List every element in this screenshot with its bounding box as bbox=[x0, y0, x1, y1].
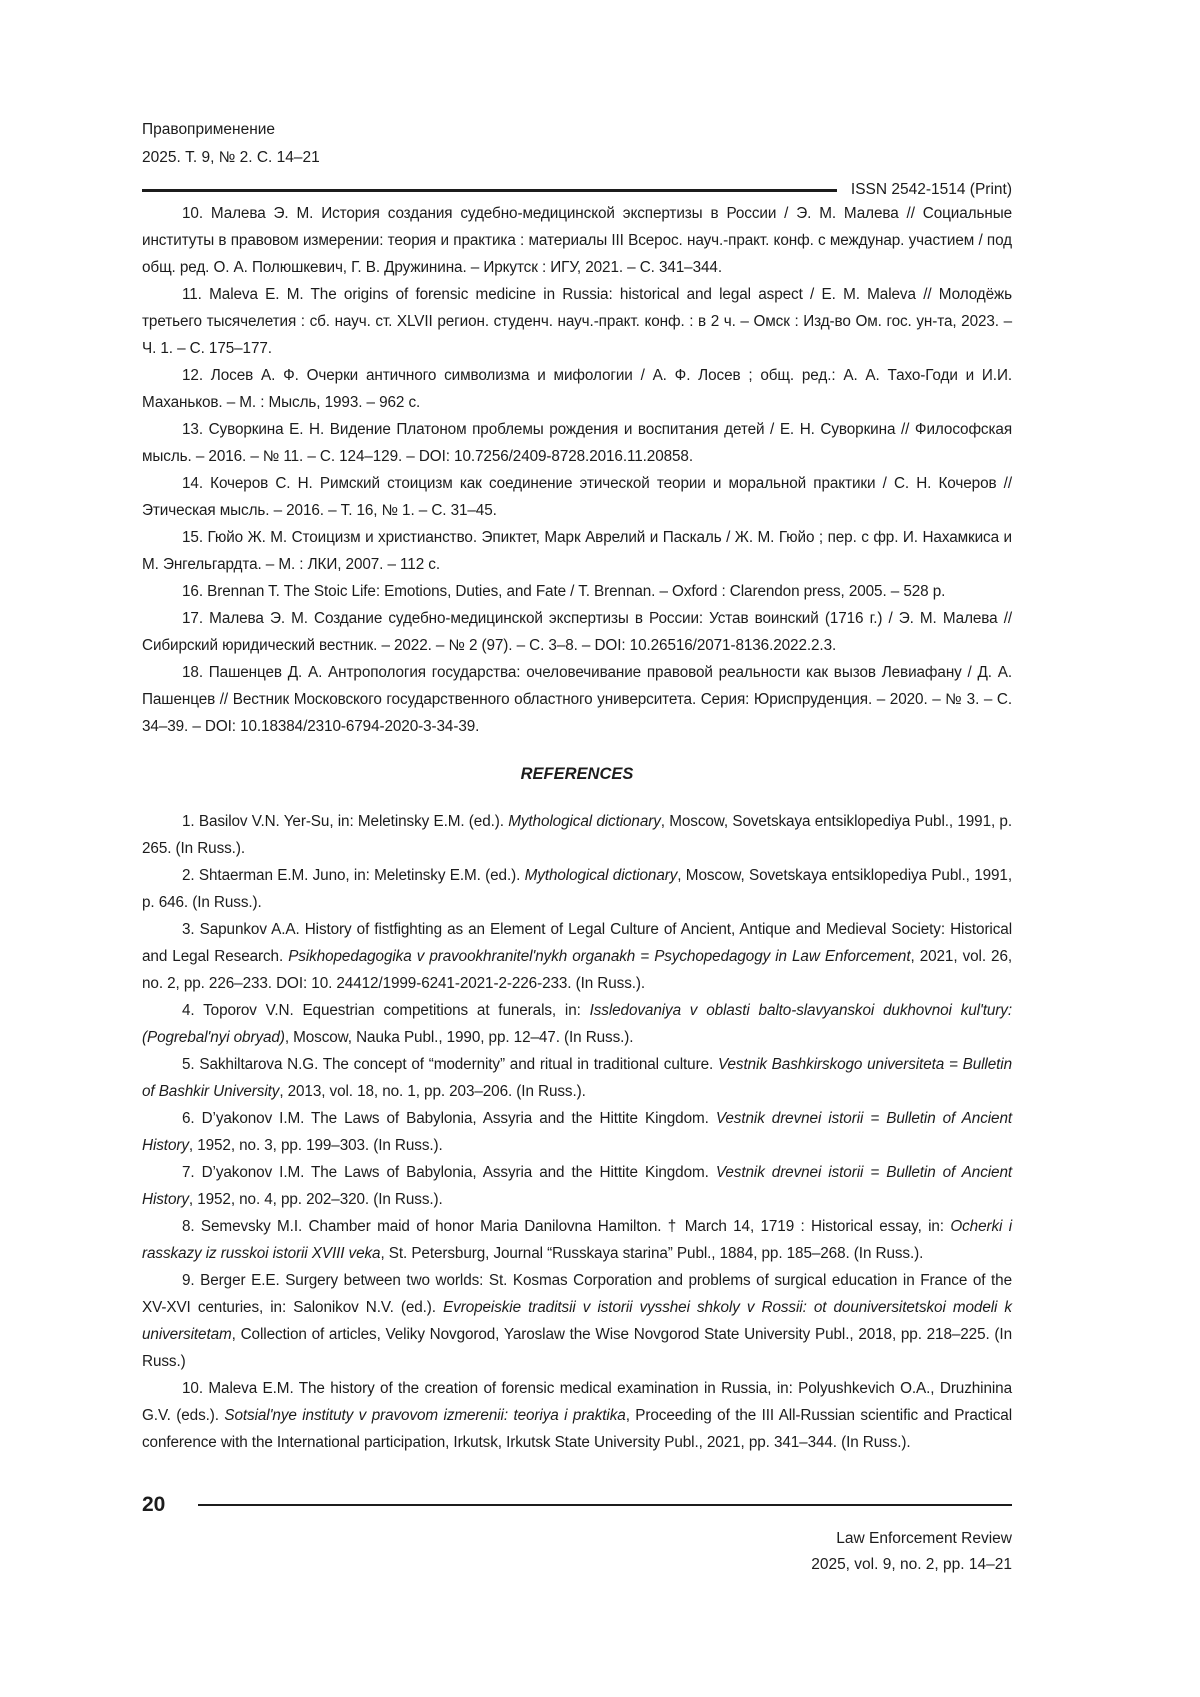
reference-text: , 2013, vol. 18, no. 1, pp. 203–206. (In Russ.). bbox=[279, 1083, 586, 1100]
reference-text: , 1952, no. 4, pp. 202–320. (In Russ.). bbox=[188, 1191, 443, 1208]
reference-text: 3. Sapunkov A.A. History of fistfighting as an Element of Legal Culture of Ancient, Antique and Medieval Society: Historical and Legal Research. bbox=[142, 921, 1012, 965]
reference-text: , Moscow, Nauka Publ., 1990, pp. 12–47. (In Russ.). bbox=[284, 1029, 634, 1046]
references-body bbox=[142, 200, 1012, 1456]
footer-issue-info: 2025, vol. 9, no. 2, pp. 14–21 bbox=[811, 1556, 1012, 1573]
russian-references-list bbox=[142, 200, 1012, 740]
reference-text: 4. Toporov V.N. Equestrian competitions at funerals, in: bbox=[182, 1002, 590, 1019]
reference-item bbox=[142, 1159, 1012, 1213]
reference-item bbox=[142, 524, 1012, 578]
reference-item bbox=[142, 416, 1012, 470]
reference-title-italic: Mythological dictionary bbox=[508, 813, 661, 830]
reference-item bbox=[142, 1375, 1012, 1456]
english-references-list bbox=[142, 808, 1012, 1456]
reference-text: 5. Sakhiltarova N.G. The concept of “modernity” and ritual in traditional culture. bbox=[182, 1056, 718, 1073]
reference-item bbox=[142, 281, 1012, 362]
reference-item bbox=[142, 1213, 1012, 1267]
reference-item bbox=[142, 1105, 1012, 1159]
reference-text: 1. Basilov V.N. Yer-Su, in: Meletinsky E.M. (ed.). bbox=[182, 813, 509, 830]
header-issue-info: 2025. Т. 9, № 2. С. 14–21 bbox=[142, 149, 320, 166]
reference-title-italic: Evropeiskie traditsii v istorii vysshei shkoly v Rossii: ot douniversitetskoi modeli k universitetam bbox=[142, 1299, 1012, 1343]
reference-text: 10. Малева Э. М. История создания судебно-медицинской экспертизы в России / Э. М. Малева // Социальные институты в правовом измерении: теория и практика : материалы III Всерос. науч.-практ. конф. с междунар. участием / под общ. ред. О. А. Полюшкевич, Г. В. Дружинина. – Иркутск : ИГУ, 2021. – С. 341–344. bbox=[142, 205, 1012, 276]
reference-item bbox=[142, 659, 1012, 740]
reference-item bbox=[142, 362, 1012, 416]
reference-item bbox=[142, 808, 1012, 862]
reference-text: , 1952, no. 3, pp. 199–303. (In Russ.). bbox=[188, 1137, 443, 1154]
reference-text: , St. Petersburg, Journal “Russkaya starina” Publ., 1884, pp. 185–268. (In Russ.). bbox=[380, 1245, 924, 1262]
reference-text: 18. Пашенцев Д. А. Антропология государства: очеловечивание правовой реальности как вызов Левиафану / Д. А. Пашенцев // Вестник Московского государственного областного университета. Серия: Юриспруденция. – 2020. – № 3. – С. 34–39. – DOI: 10.18384/2310-6794-2020-3-34-39. bbox=[142, 664, 1012, 735]
reference-text: , Moscow, Sovetskaya entsiklopediya Publ., 1991, p. 265. (In Russ.). bbox=[142, 813, 1012, 857]
reference-item bbox=[142, 605, 1012, 659]
reference-title-italic: Sotsial'nye instituty v pravovom izmerenii: teoriya i praktika bbox=[224, 1407, 626, 1424]
reference-title-italic: Mythological dictionary bbox=[524, 867, 678, 884]
reference-item bbox=[142, 862, 1012, 916]
page-header bbox=[142, 116, 1012, 172]
header-rule bbox=[142, 189, 837, 192]
reference-title-italic: Issledovaniya v oblasti balto-slavyanskoi dukhovnoi kul'tury: (Pogrebal'nyi obryad) bbox=[142, 1002, 1013, 1046]
reference-title-italic: Vestnik drevnei istorii = Bulletin of Ancient History bbox=[142, 1164, 1013, 1208]
reference-item bbox=[142, 470, 1012, 524]
reference-title-italic: Vestnik Bashkirskogo universiteta = Bulletin of Bashkir University bbox=[142, 1056, 1012, 1100]
reference-item bbox=[142, 1267, 1012, 1375]
reference-text: 17. Малева Э. М. Создание судебно-медицинской экспертизы в России: Устав воинский (1716 г.) / Э. М. Малева // Сибирский юридический вестник. – 2022. – № 2 (97). – С. 3–8. – DOI: 10.26516/2071-8136.2022.2.3. bbox=[142, 610, 1012, 654]
reference-text: , Moscow, Sovetskaya entsiklopediya Publ., 1991, p. 646. (In Russ.). bbox=[142, 867, 1012, 911]
issn-label: ISSN 2542-1514 (Print) bbox=[850, 181, 1012, 198]
reference-text: 6. D’yakonov I.M. The Laws of Babylonia, Assyria and the Hittite Kingdom. bbox=[182, 1110, 716, 1127]
header-rule-row bbox=[142, 178, 1012, 202]
reference-text: 9. Berger E.E. Surgery between two worlds: St. Kosmas Corporation and problems of surgical education in France of the XV-XVI centuries, in: Salonikov N.V. (ed.). bbox=[142, 1272, 1012, 1316]
reference-item bbox=[142, 916, 1012, 997]
reference-text: 8. Semevsky M.I. Chamber maid of honor Maria Danilovna Hamilton. † March 14, 1719 : Historical essay, in: bbox=[182, 1218, 951, 1235]
reference-title-italic: Vestnik drevnei istorii = Bulletin of Ancient History bbox=[142, 1110, 1013, 1154]
reference-text: 15. Гюйо Ж. М. Стоицизм и христианство. Эпиктет, Марк Аврелий и Паскаль / Ж. М. Гюйо ; пер. с фр. И. Нахамкиса и М. Энгельгардта. – М. : ЛКИ, 2007. – 112 с. bbox=[142, 529, 1012, 573]
reference-text: 12. Лосев А. Ф. Очерки античного символизма и мифологии / А. Ф. Лосев ; общ. ред.: А. А. Тахо-Годи и И.И. Маханьков. – М. : Мысль, 1993. – 962 с. bbox=[142, 367, 1012, 411]
footer-journal-name: Law Enforcement Review bbox=[836, 1530, 1012, 1547]
reference-item bbox=[142, 997, 1012, 1051]
header-journal-title: Правоприменение bbox=[142, 121, 276, 138]
reference-text: 11. Maleva E. M. The origins of forensic medicine in Russia: historical and legal aspect / E. M. Maleva // Молодёжь третьего тысячелетия : сб. науч. ст. XLVII регион. студенч. науч.-практ. конф. : в 2 ч. – Омск : Изд-во Ом. гос. ун-та, 2023. – Ч. 1. – С. 175–177. bbox=[142, 286, 1012, 357]
reference-text: 14. Кочеров С. Н. Римский стоицизм как соединение этической теории и моральной практики / С. Н. Кочеров // Этическая мысль. – 2016. – Т. 16, № 1. – С. 31–45. bbox=[142, 475, 1012, 519]
reference-title-italic: Psikhopedagogika v pravookhranitel'nykh organakh = Psychopedagogy in Law Enforcement bbox=[288, 948, 911, 965]
footer-rule bbox=[198, 1504, 1012, 1507]
reference-title-italic: Ocherki i rasskazy iz russkoi istorii XVIII veka bbox=[142, 1218, 1012, 1262]
reference-item bbox=[142, 578, 1012, 605]
reference-text: 13. Суворкина Е. Н. Видение Платоном проблемы рождения и воспитания детей / Е. Н. Суворкина // Философская мысль. – 2016. – № 11. – С. 124–129. – DOI: 10.7256/2409-8728.2016.11.20858. bbox=[142, 421, 1012, 465]
reference-text: , Collection of articles, Veliky Novgorod, Yaroslaw the Wise Novgorod State University Publ., 2018, pp. 218–225. (In Russ.) bbox=[142, 1326, 1012, 1370]
reference-text: 7. D’yakonov I.M. The Laws of Babylonia, Assyria and the Hittite Kingdom. bbox=[182, 1164, 716, 1181]
reference-item bbox=[142, 200, 1012, 281]
reference-text: , Proceeding of the III All-Russian scientific and Practical conference with the International participation, Irkutsk, Irkutsk State University Publ., 2021, pp. 341–344. (In Russ.). bbox=[142, 1407, 1013, 1451]
footer-page-number: 20 bbox=[142, 1493, 166, 1516]
footer-rule-row bbox=[142, 1490, 1012, 1520]
reference-item bbox=[142, 1051, 1012, 1105]
reference-text: 2. Shtaerman E.M. Juno, in: Meletinsky E.M. (ed.). bbox=[182, 867, 525, 884]
footer-journal-block bbox=[811, 1526, 1012, 1578]
reference-text: 16. Brennan T. The Stoic Life: Emotions, Duties, and Fate / T. Brennan. – Oxford : Clarendon press, 2005. – 528 p. bbox=[182, 583, 946, 600]
references-heading: REFERENCES bbox=[520, 765, 634, 783]
reference-text: 10. Maleva E.M. The history of the creation of forensic medical examination in Russia, in: Polyushkevich O.A., Druzhinina G.V. (eds.). bbox=[142, 1380, 1012, 1424]
reference-text: , 2021, vol. 26, no. 2, pp. 226–233. DOI: 10. 24412/1999-6241-2021-2-226-233. (In Russ.). bbox=[142, 948, 1013, 992]
